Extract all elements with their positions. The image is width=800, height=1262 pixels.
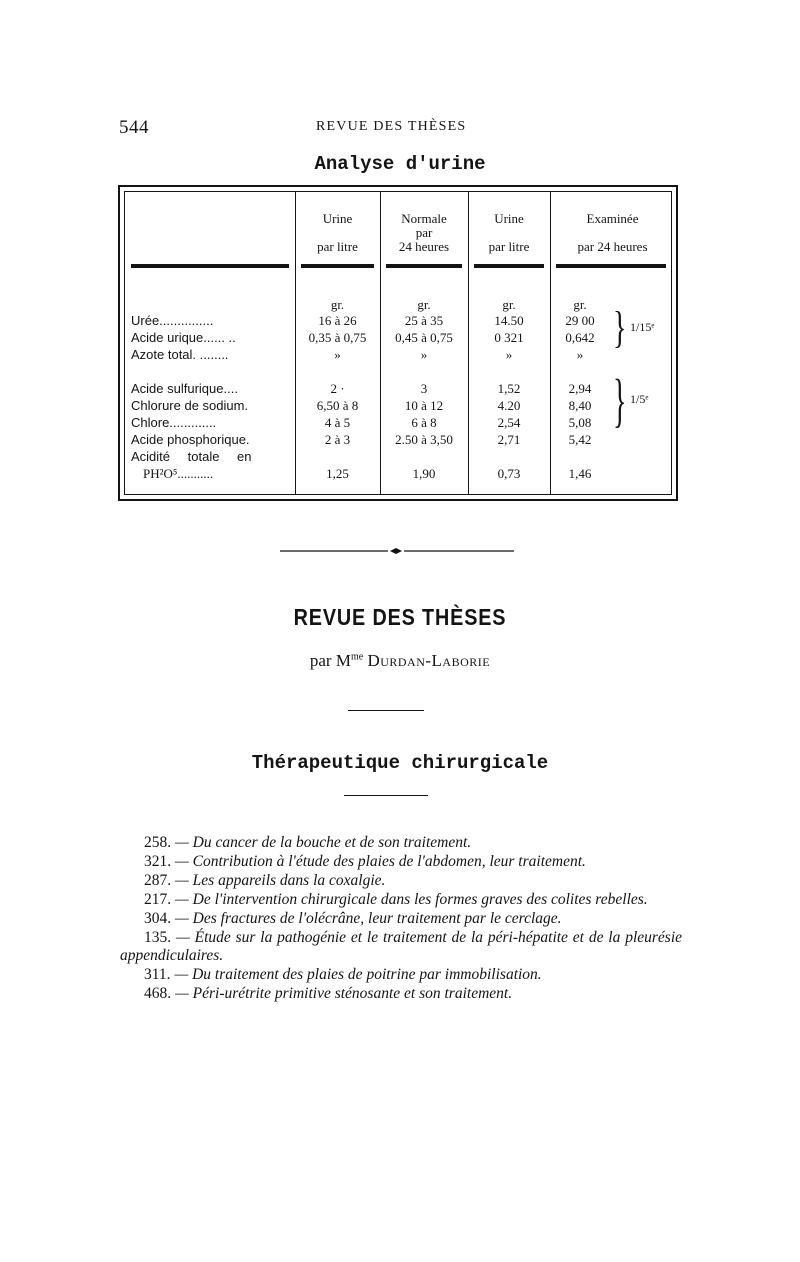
row-label-ph2o5: PH²O⁵........... (143, 466, 214, 481)
author-prefix: par M (309, 651, 351, 670)
table-cell: 0,73 (497, 466, 521, 481)
thesis-list (120, 834, 682, 1004)
table-cell: » (420, 347, 428, 362)
table-cell: 4.20 (497, 398, 521, 413)
table-cell: 0 321 (494, 330, 524, 345)
section-title: REVUE DES THÈSES (293, 604, 507, 630)
table-inner-border (124, 191, 672, 495)
list-item: 258. — Du cancer de la bouche et de son traitement. (144, 834, 472, 851)
short-rule (348, 710, 424, 711)
unit-cell: gr. (502, 297, 516, 312)
ornament-divider (280, 548, 514, 554)
table-cell: 0,642 (565, 330, 595, 345)
brace-group-1: } (613, 303, 627, 354)
unit-cell: gr. (417, 297, 431, 312)
table-cell: 8,40 (568, 398, 592, 413)
table-cell: 10 à 12 (404, 398, 444, 413)
column-header-examined: Examinée par 24 heures (577, 211, 648, 254)
list-item: 468. — Péri-urétrite primitive sténosante et son traitement. (144, 985, 513, 1003)
unit-cell: gr. (330, 297, 345, 312)
table-cell: » (505, 347, 513, 362)
table-cell: 0,45 à 0,75 (395, 330, 453, 345)
column-header-urine: Urine par litre (317, 211, 358, 254)
table-cell: 2 · (330, 381, 345, 396)
row-label-acide-phosphorique: Acide phosphorique. (131, 432, 250, 447)
list-item: 287. — Les appareils dans la coxalgie. (144, 871, 386, 889)
row-label-acide-sulfurique: Acide sulfurique.... (131, 381, 238, 396)
table-cell: 1,25 (326, 466, 349, 481)
subsection-title: Thérapeutique chirurgicale (251, 752, 549, 774)
table-title: Analyse d'urine (314, 153, 486, 175)
table-cell: » (576, 347, 584, 362)
author-title-sup: me (350, 651, 364, 663)
row-label-acide-urique: Acide urique...... .. (131, 330, 236, 345)
ratio-label-group-1: 1/15ᵉ (630, 320, 655, 334)
list-item: 311. — Du traitement des plaies de poitrine par immobilisation. (144, 966, 542, 984)
table-cell: 3 (420, 381, 428, 396)
table-cell: 2 à 3 (324, 432, 351, 447)
brace-group-2: } (613, 369, 627, 435)
table-cell: 5,42 (568, 432, 592, 447)
table-cell: 1,46 (568, 466, 592, 481)
table-cell: 1,90 (412, 466, 436, 481)
list-item: 304. — Des fractures de l'olécrâne, leur traitement par le cerclage. (144, 909, 562, 927)
row-label-acidite-totale: Acidité totale en (131, 449, 252, 464)
table-cell: 2,54 (497, 415, 521, 430)
ratio-label-group-2: 1/5ᵉ (630, 392, 649, 406)
table-cell: 14.50 (494, 313, 524, 328)
table-cell: 4 à 5 (324, 415, 351, 430)
row-label-chlore: Chlore............. (131, 415, 217, 430)
list-item: 135. — Étude sur la pathogénie et le traitement de la péri-hépatite et de la pleurésie appendiculaires. (120, 928, 683, 965)
list-item: 217. — De l'intervention chirurgicale dans les formes graves des colites rebelles. (144, 890, 648, 908)
table-cell: 2,94 (568, 381, 592, 396)
row-label-chlorure-de-sodium: Chlorure de sodium. (131, 398, 249, 413)
table-cell: 16 à 26 (318, 313, 357, 328)
column-header-normal: Normale par 24 heures (398, 211, 450, 254)
page-number: 544 (119, 117, 149, 138)
table-cell: 6,50 à 8 (316, 398, 359, 413)
table-cell: 6 à 8 (411, 415, 437, 430)
row-label-azote-total: Azote total. ........ (131, 347, 229, 362)
unit-cell: gr. (573, 297, 587, 312)
table-cell: 25 à 35 (404, 313, 444, 328)
table-cell: » (334, 347, 341, 362)
urine-analysis-table (118, 185, 678, 501)
column-header-urine-2: Urine par litre (488, 211, 530, 254)
list-item: 321. — Contribution à l'étude des plaies de l'abdomen, leur traitement. (144, 852, 586, 870)
table-cell: 2,71 (497, 432, 521, 447)
table-cell: 1,52 (497, 381, 521, 396)
table-cell: 2.50 à 3,50 (395, 432, 453, 447)
author-line (0, 651, 800, 671)
short-rule (344, 795, 428, 796)
row-label-uree: Urée............... (131, 313, 214, 328)
table-cell: 5,08 (568, 415, 592, 430)
running-head: REVUE DES THÈSES (316, 119, 467, 134)
table-cell: 0,35 à 0,75 (308, 330, 367, 345)
author-name: Durdan-Laborie (367, 651, 491, 670)
table-cell: 29 00 (565, 313, 595, 328)
